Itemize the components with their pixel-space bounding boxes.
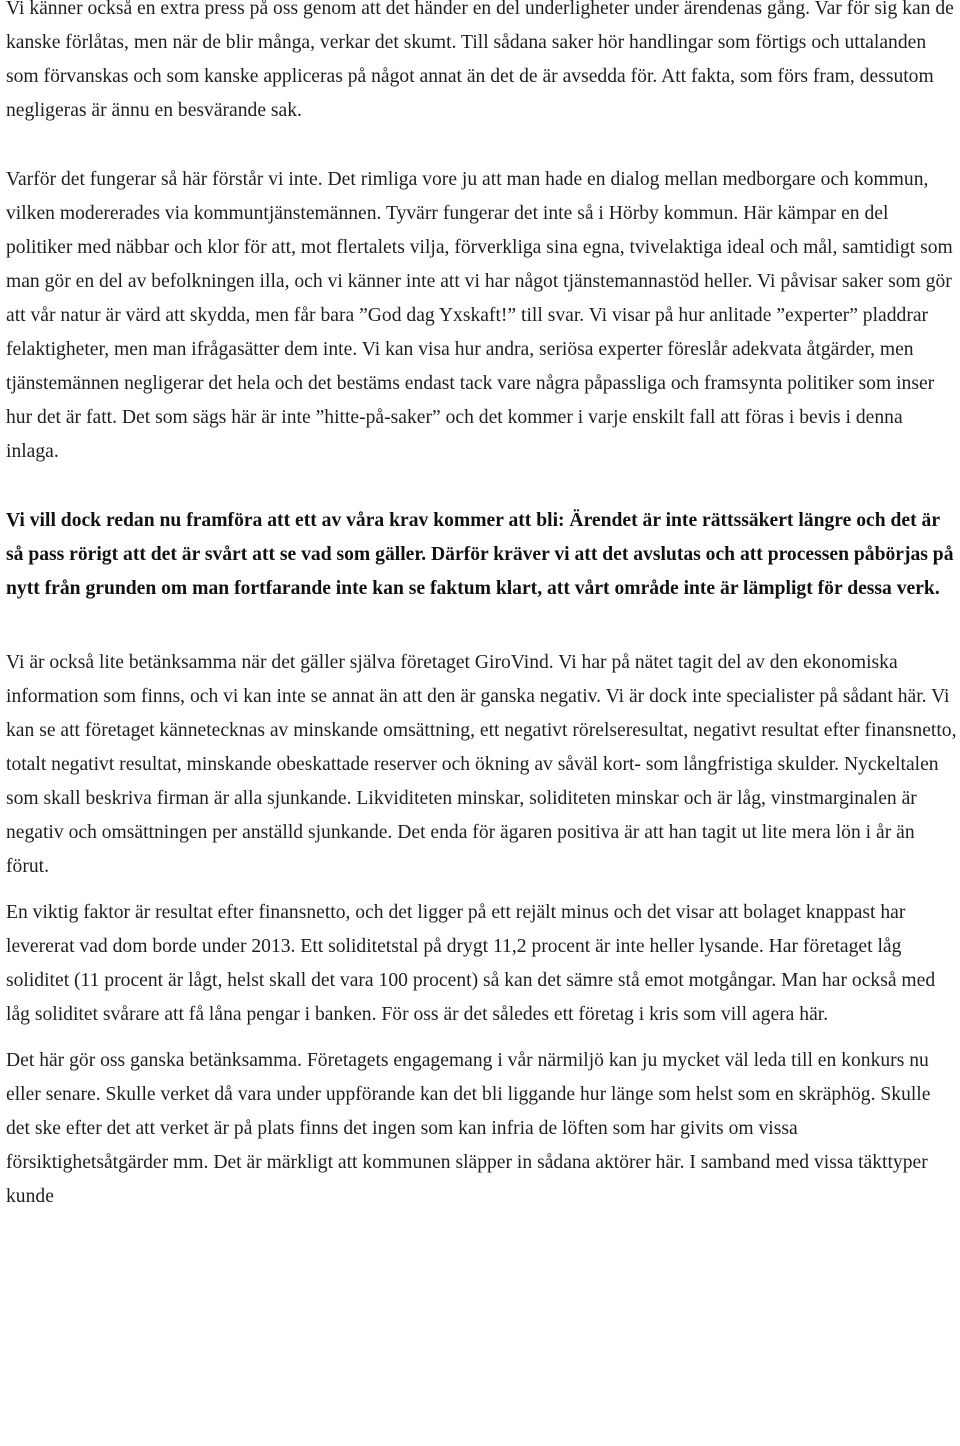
paragraph-demand-bold: Vi vill dock redan nu framföra att ett av våra krav kommer att bli: Ärendet är inte rättssäkert längre och det är så pass rörigt att det är svårt att se vad som gäller. Därför kräver vi att det avslutas och att processen påbörjas på nytt från grunden om man fortfarande inte kan se faktum klart, att vårt område inte är lämpligt för dessa verk.	[6, 510, 954, 599]
paragraph-municipality-dialog: Varför det fungerar så här förstår vi inte. Det rimliga vore ju att man hade en dialog mellan medborgare och kommun, vilken modererades via kommuntjänstemännen. Tyvärr fungerar det inte så i Hörby kommun. Här kämpar en del politiker med näbbar och klor för att, mot flertalets vilja, förverkliga sina egna, tvivelaktiga ideal och mål, samtidigt som man gör en del av befolkningen illa, och vi känner inte att vi har något tjänstemannastöd heller. Vi påvisar saker som gör att vår natur är värd att skydda, men får bara ”God dag Yxskaft!” till svar. Vi visar på hur anlitade ”experter” pladdrar felaktigheter, men man ifrågasätter dem inte. Vi kan visa hur andra, seriösa experter föreslår adekvata åtgärder, men tjänstemännen negligerar det hela och det bestäms endast tack vare några påpassliga och framsynta politiker som inser hur det är fatt. Det som sägs här är inte ”hitte-på-saker” och det kommer i varje enskilt fall att föras i bevis i denna inlaga.	[6, 169, 953, 462]
paragraph-bankruptcy-concern: Det här gör oss ganska betänksamma. Företagets engagemang i vår närmiljö kan ju mycket väl leda till en konkurs nu eller senare. Skulle verket då vara under uppförande kan det bli liggande hur länge som helst som en skräphög. Skulle det ske efter det att verket är på plats finns det ingen som kan infria de löften som har givits om vissa försiktighetsåtgärder mm. Det är märkligt att kommunen släpper in sådana aktörer här. I samband med vissa täkttyper kunde	[6, 1050, 931, 1207]
paragraph-unexpected-events: Vi känner också en extra press på oss genom att det händer en del underligheter under ärendenas gång. Var för sig kan de kanske förlåtas, men när de blir många, verkar det skumt. Till sådana saker hör handlingar som förtigs och uttalanden som förvanskas och som kanske appliceras på något annat än det de är avsedda för. Att fakta, som förs fram, dessutom negligeras är ännu en besvärande sak.	[6, 0, 954, 121]
paragraph-girovind-finances: Vi är också lite betänksamma när det gäller själva företaget GiroVind. Vi har på nätet tagit del av den ekonomiska information som finns, och vi kan inte se annat än att den är ganska negativ. Vi är dock inte specialister på sådant här. Vi kan se att företaget kännetecknas av minskande omsättning, ett negativt rörelseresultat, negativt resultat efter finansnetto, totalt negativt resultat, minskande obeskattade reserver och ökning av såväl kort- som långfristiga skulder. Nyckeltalen som skall beskriva firman är alla sjunkande. Likviditeten minskar, soliditeten minskar och är låg, vinstmarginalen är negativ och omsättningen per anställd sjunkande. Det enda för ägaren positiva är att han tagit ut lite mera lön i år än förut.	[6, 652, 957, 877]
paragraph-financial-result: En viktig faktor är resultat efter finansnetto, och det ligger på ett rejält minus och det visar att bolaget knappast har levererat vad dom borde under 2013. Ett soliditetstal på drygt 11,2 procent är inte heller lysande. Har företaget låg soliditet (11 procent är lågt, helst skall det vara 100 procent) så kan det sämre stå emot motgångar. Man har också med låg soliditet svårare att få låna pengar i banken. För oss är det således ett företag i kris som vill agera här.	[6, 902, 936, 1025]
